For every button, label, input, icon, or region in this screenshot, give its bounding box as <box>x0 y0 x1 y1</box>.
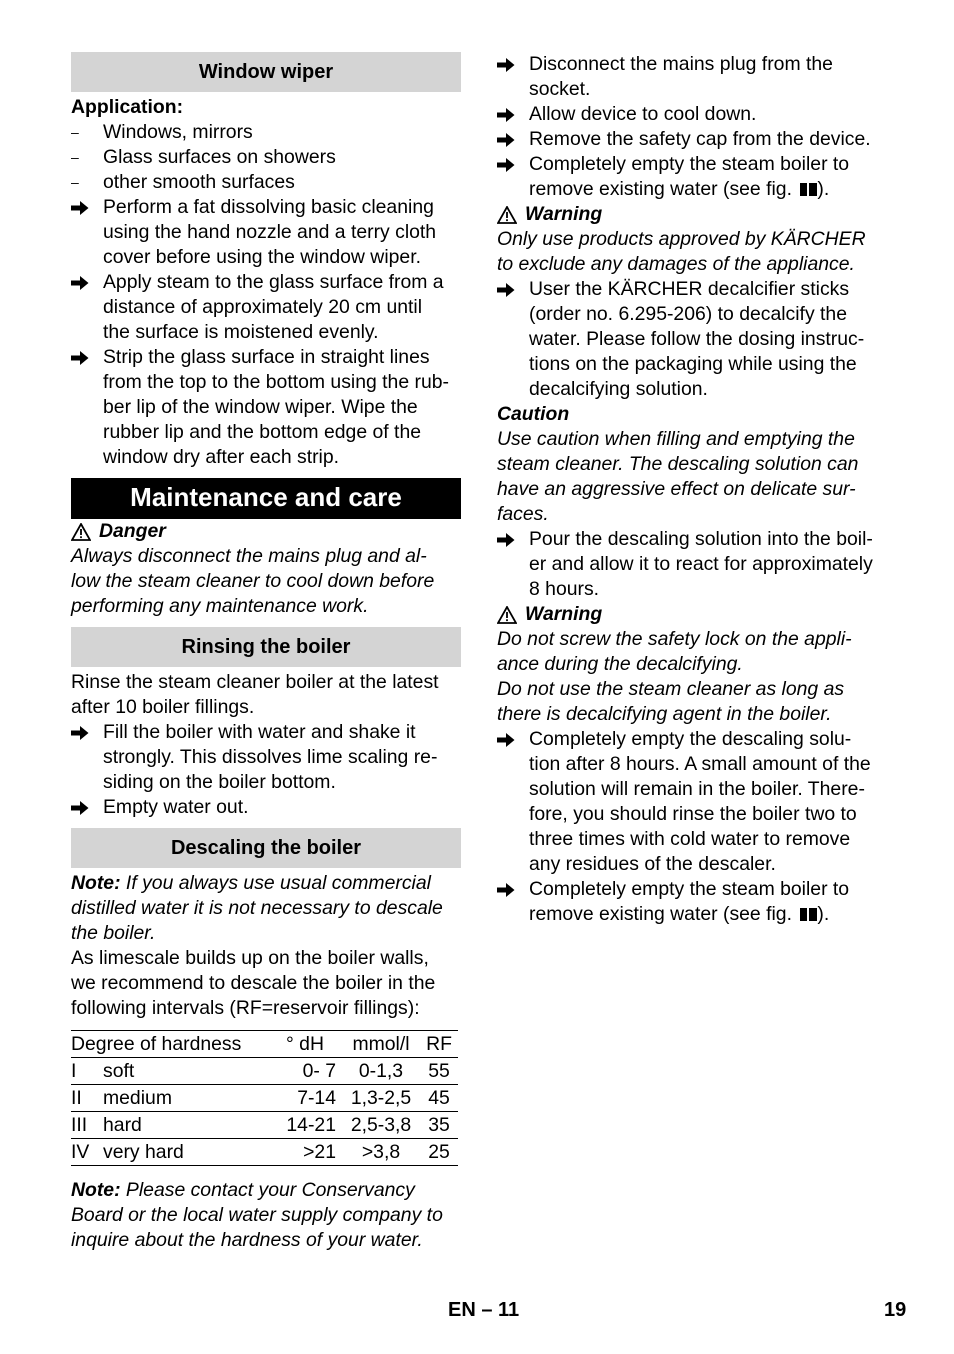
arrow-right-icon <box>497 57 515 73</box>
list-item-text: other smooth surfaces <box>103 171 295 193</box>
step-line: Allow device to cool down. <box>529 103 757 125</box>
step-line: decalcifying solution. <box>529 378 708 400</box>
arrow-right-icon <box>71 725 89 741</box>
text-line: Use caution when filling and emptying the <box>497 428 855 450</box>
list-item <box>71 170 461 195</box>
arrow-right-icon <box>497 532 515 548</box>
text-line: following intervals (RF=reservoir fillings): <box>71 997 420 1019</box>
step-line: User the KÄRCHER decalcifier sticks <box>529 278 850 300</box>
table-cell: 35 <box>420 1112 458 1139</box>
note-line <box>71 1178 461 1203</box>
arrow-right-icon <box>497 157 515 173</box>
step-line: using the hand nozzle and a terry cloth <box>103 221 437 243</box>
list-item-text: Windows, mirrors <box>103 121 253 143</box>
warning1-text <box>497 227 892 277</box>
instruction-step <box>71 345 461 470</box>
table-cell: II <box>71 1085 103 1112</box>
step-line: solution will remain in the boiler. There- <box>529 778 865 800</box>
note-text: If you always use usual commercial <box>120 872 431 894</box>
warning-triangle-icon <box>71 523 91 541</box>
rinsing-intro <box>71 670 461 720</box>
step-line: distance of approximately 20 cm until <box>103 296 423 318</box>
descaling-note <box>71 871 461 946</box>
step-line: from the top to the bottom using the rub- <box>103 371 449 393</box>
table-header-cell: RF <box>420 1031 458 1058</box>
decalcifier-steps <box>497 277 892 402</box>
left-column <box>71 52 461 1253</box>
table-cell: 45 <box>420 1085 458 1112</box>
instruction-step <box>497 52 892 102</box>
text-line: to exclude any damages of the appliance. <box>497 253 855 275</box>
table-cell: I <box>71 1058 103 1085</box>
note-label: Note: <box>71 872 121 894</box>
step-marker <box>71 720 99 745</box>
table-cell: soft <box>103 1058 268 1085</box>
table-cell: hard <box>103 1112 268 1139</box>
rinsing-heading: Rinsing the boiler <box>71 627 461 667</box>
dash-bullet: – <box>71 149 79 165</box>
text-line: As limescale builds up on the boiler walls, <box>71 947 429 969</box>
text-line: performing any maintenance work. <box>71 595 369 617</box>
step-marker <box>497 52 525 77</box>
step-line: Completely empty the steam boiler to <box>529 153 850 175</box>
warning-triangle-icon <box>497 606 517 624</box>
text-line: low the steam cleaner to cool down before <box>71 570 435 592</box>
step-line: Fill the boiler with water and shake it <box>103 721 416 743</box>
step-marker <box>71 345 99 370</box>
step-line: Completely empty the steam boiler to <box>529 878 850 900</box>
instruction-step <box>71 270 461 345</box>
footer-section-label: EN – 11 <box>448 1299 520 1321</box>
step-marker <box>71 270 99 295</box>
warning1-label-row <box>497 202 892 227</box>
text-line: Do not use the steam cleaner as long as <box>497 678 845 700</box>
table-row <box>71 1112 458 1139</box>
instruction-step <box>497 102 892 127</box>
step-line: the surface is moistened evenly. <box>103 321 379 343</box>
table-row <box>71 1085 458 1112</box>
list-item <box>71 145 461 170</box>
table-cell: medium <box>103 1085 268 1112</box>
step-line: Strip the glass surface in straight lines <box>103 346 430 368</box>
step-line: Perform a fat dissolving basic cleaning <box>103 196 434 218</box>
step-marker <box>71 795 99 820</box>
step-line: Apply steam to the glass surface from a <box>103 271 444 293</box>
table-header-cell: Degree of hardness <box>71 1031 268 1058</box>
table-cell: 14-21 <box>268 1112 342 1139</box>
table-header-row <box>71 1031 458 1058</box>
instruction-step <box>497 127 892 152</box>
step-marker <box>497 877 525 902</box>
step-line: fore, you should rinse the boiler two to <box>529 803 857 825</box>
step-line: window dry after each strip. <box>103 446 340 468</box>
note-label: Note: <box>71 1179 121 1201</box>
step-line: rubber lip and the bottom edge of the <box>103 421 422 443</box>
preparation-steps <box>497 52 892 202</box>
step-marker <box>497 102 525 127</box>
list-item-text: Glass surfaces on showers <box>103 146 336 168</box>
instruction-step <box>497 527 892 602</box>
warning2-label-row <box>497 602 892 627</box>
text-line: Always disconnect the mains plug and al- <box>71 545 427 567</box>
caution-text <box>497 427 892 527</box>
step-line: Pour the descaling solution into the boil- <box>529 528 873 550</box>
text-line: Do not screw the safety lock on the appli- <box>497 628 852 650</box>
rinsing-steps <box>71 720 461 820</box>
text-line: Only use products approved by KÄRCHER <box>497 228 866 250</box>
danger-label: Danger <box>99 520 166 542</box>
contact-note <box>71 1178 461 1253</box>
arrow-right-icon <box>497 107 515 123</box>
danger-text <box>71 544 461 619</box>
step-line: ber lip of the window wiper. Wipe the <box>103 396 418 418</box>
step-line: Completely empty the descaling solu- <box>529 728 852 750</box>
warning-triangle-icon <box>497 206 517 224</box>
table-cell: 25 <box>420 1139 458 1166</box>
table-row <box>71 1058 458 1085</box>
arrow-right-icon <box>71 275 89 291</box>
table-cell: 0- 7 <box>268 1058 342 1085</box>
arrow-right-icon <box>497 282 515 298</box>
step-line: siding on the boiler bottom. <box>103 771 336 793</box>
note-line <box>71 871 461 896</box>
arrow-right-icon <box>71 350 89 366</box>
arrow-right-icon <box>497 132 515 148</box>
step-line: socket. <box>529 78 591 100</box>
warning2-label: Warning <box>525 603 603 625</box>
step-line: remove existing water (see fig. ). <box>529 178 830 200</box>
table-cell: 55 <box>420 1058 458 1085</box>
maintenance-heading: Maintenance and care <box>71 478 461 519</box>
arrow-right-icon <box>71 200 89 216</box>
step-line: Remove the safety cap from the device. <box>529 128 871 150</box>
table-cell: 0-1,3 <box>342 1058 420 1085</box>
figure-icon <box>800 908 817 921</box>
table-cell: 2,5-3,8 <box>342 1112 420 1139</box>
list-item <box>71 120 461 145</box>
descaling-intro <box>71 946 461 1021</box>
text-line: ance during the decalcifying. <box>497 653 743 675</box>
hardness-table <box>71 1030 458 1166</box>
text-line: faces. <box>497 503 549 525</box>
step-line: cover before using the window wiper. <box>103 246 421 268</box>
step-marker <box>497 127 525 152</box>
window-wiper-steps <box>71 195 461 470</box>
instruction-step <box>497 877 892 927</box>
text-line: steam cleaner. The descaling solution can <box>497 453 859 475</box>
note-line: Board or the local water supply company to <box>71 1204 443 1226</box>
dash-bullet: – <box>71 174 79 190</box>
step-marker <box>497 727 525 752</box>
table-cell: 7-14 <box>268 1085 342 1112</box>
caution-label: Caution <box>497 403 570 425</box>
table-cell: >21 <box>268 1139 342 1166</box>
empty-steps <box>497 727 892 927</box>
table-cell: >3,8 <box>342 1139 420 1166</box>
warning1-label: Warning <box>525 203 603 225</box>
arrow-right-icon <box>71 800 89 816</box>
text-line: we recommend to descale the boiler in the <box>71 972 436 994</box>
table-header-cell: mmol/l <box>342 1031 420 1058</box>
instruction-step <box>497 727 892 877</box>
instruction-step <box>71 795 461 820</box>
note-line: inquire about the hardness of your water. <box>71 1229 423 1251</box>
window-wiper-heading: Window wiper <box>71 52 461 92</box>
table-row <box>71 1139 458 1166</box>
step-line: Empty water out. <box>103 796 249 818</box>
step-line: three times with cold water to remove <box>529 828 851 850</box>
instruction-step <box>497 277 892 402</box>
table-cell: III <box>71 1112 103 1139</box>
arrow-right-icon <box>497 882 515 898</box>
table-header-cell: ° dH <box>268 1031 342 1058</box>
figure-icon <box>800 183 817 196</box>
step-line: er and allow it to react for approximately <box>529 553 873 575</box>
step-line: strongly. This dissolves lime scaling re- <box>103 746 438 768</box>
arrow-right-icon <box>497 732 515 748</box>
text-line: after 10 boiler fillings. <box>71 696 255 718</box>
text-line: there is decalcifying agent in the boiler. <box>497 703 832 725</box>
step-marker <box>497 152 525 177</box>
right-column <box>497 52 892 927</box>
note-line: the boiler. <box>71 922 156 944</box>
application-list <box>71 120 461 195</box>
descaling-heading: Descaling the boiler <box>71 828 461 868</box>
step-marker <box>497 527 525 552</box>
instruction-step <box>71 195 461 270</box>
pour-steps <box>497 527 892 602</box>
step-line: (order no. 6.295-206) to decalcify the <box>529 303 847 325</box>
step-line: water. Please follow the dosing instruc- <box>529 328 865 350</box>
step-line: remove existing water (see fig. ). <box>529 903 830 925</box>
instruction-step <box>497 152 892 202</box>
table-cell: 1,3-2,5 <box>342 1085 420 1112</box>
warning2-text <box>497 627 892 727</box>
step-line: tion after 8 hours. A small amount of the <box>529 753 871 775</box>
step-line: any residues of the descaler. <box>529 853 776 875</box>
application-label: Application: <box>71 96 184 118</box>
step-marker <box>71 195 99 220</box>
danger-label-row <box>71 519 461 544</box>
step-marker <box>497 277 525 302</box>
step-line: 8 hours. <box>529 578 600 600</box>
dash-bullet: – <box>71 124 79 140</box>
text-line: have an aggressive effect on delicate sur- <box>497 478 856 500</box>
step-line: tions on the packaging while using the <box>529 353 857 375</box>
step-line: Disconnect the mains plug from the <box>529 53 833 75</box>
table-cell: very hard <box>103 1139 268 1166</box>
instruction-step <box>71 720 461 795</box>
note-text: Please contact your Conservancy <box>120 1179 415 1201</box>
page-number: 19 <box>884 1299 907 1321</box>
text-line: Rinse the steam cleaner boiler at the latest <box>71 671 439 693</box>
note-line: distilled water it is not necessary to descale <box>71 897 443 919</box>
table-cell: IV <box>71 1139 103 1166</box>
